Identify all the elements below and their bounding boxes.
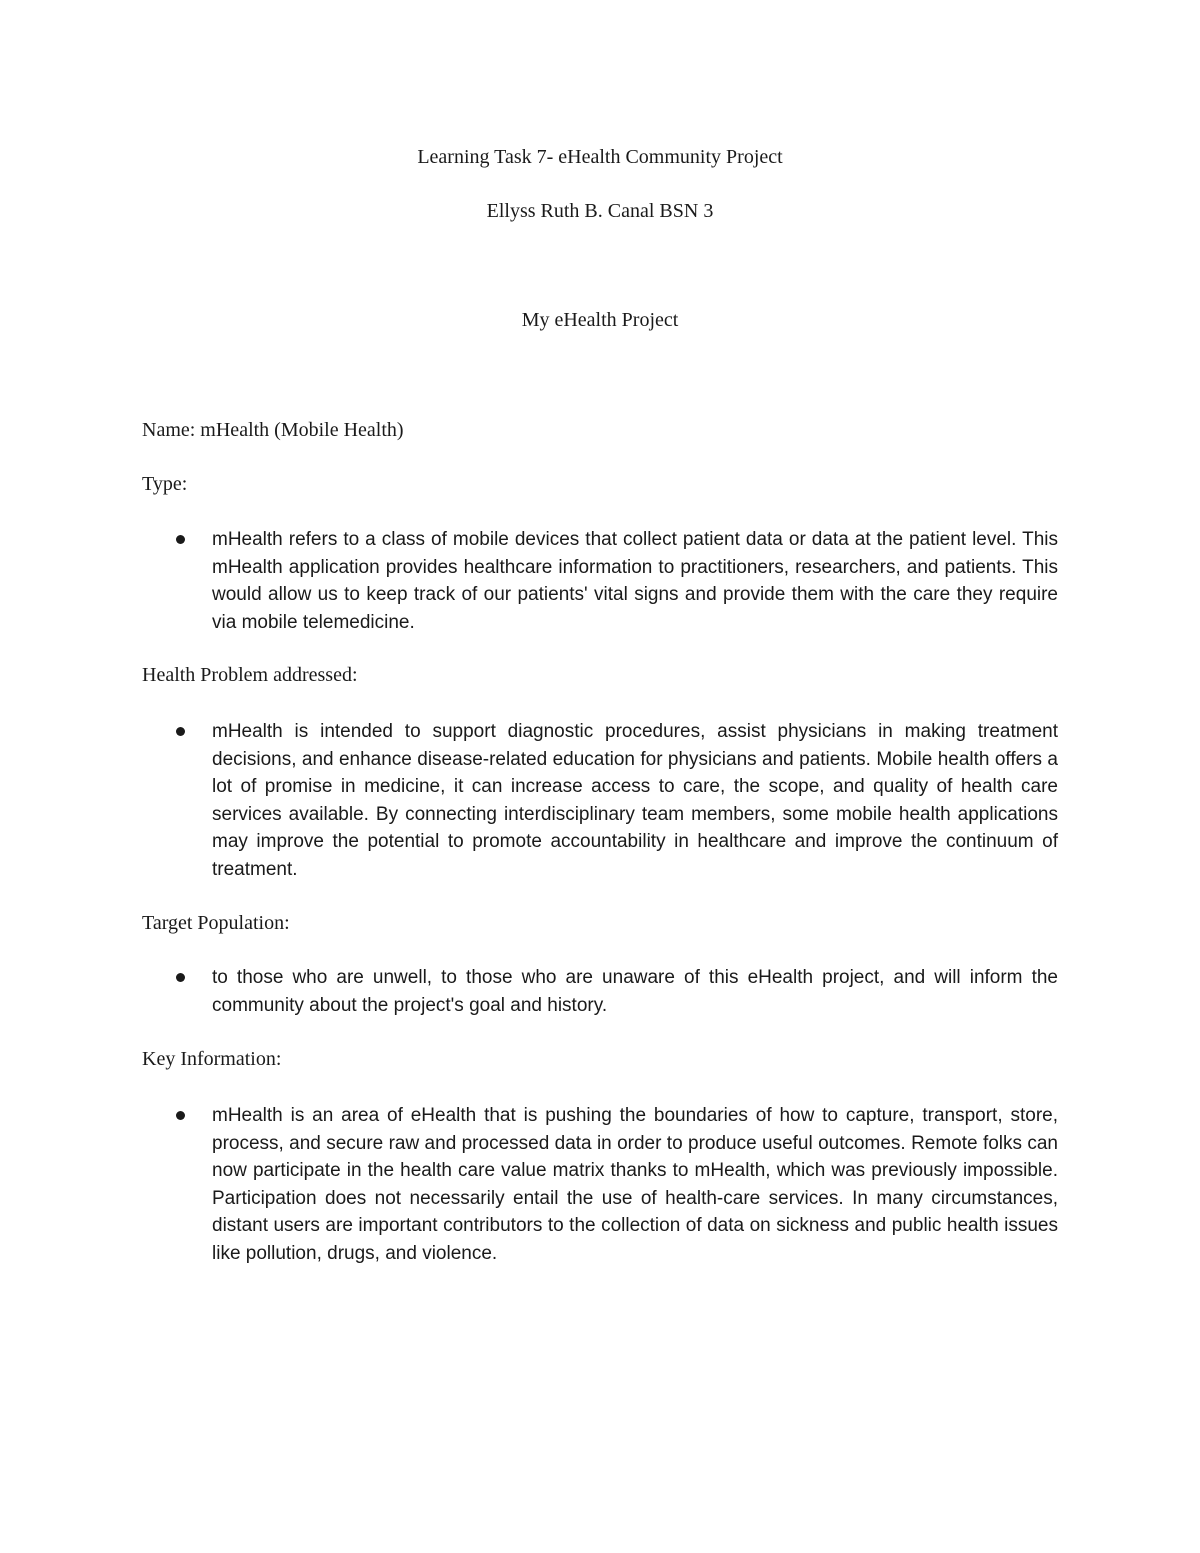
author-line: Ellyss Ruth B. Canal BSN 3 <box>486 200 714 222</box>
bullet-text: mHealth refers to a class of mobile devices that collect patient data or data at the patient level. This mHealth application provides healthcare information to practitioners, researchers, and patients. This would allow us to keep track of our patients' vital signs and provide them with the care they require via mobile telemedicine. <box>212 529 1058 633</box>
bullet-text: mHealth is intended to support diagnostic procedures, assist physicians in making treatment decisions, and enhance disease-related education for physicians and patients. Mobile health offers a lot of promise in medicine, it can increase access to care, the scope, and quality of health care services available. By connecting interdisciplinary team members, some mobile health applications may improve the potential to promote accountability in healthcare and improve the continuum of treatment. <box>212 721 1058 880</box>
bullet-text: mHealth is an area of eHealth that is pushing the boundaries of how to capture, transport, store, process, and secure raw and processed data in order to produce useful outcomes. Remote folks can now participate in the health care value matrix thanks to mHealth, which was previously impossible. Participation does not necessarily entail the use of health-care services. In many circumstances, distant users are important contributors to the collection of data on sickness and public health issues like pollution, drugs, and violence. <box>212 1105 1058 1264</box>
project-subtitle: My eHealth Project <box>521 309 679 331</box>
bullet-icon <box>176 727 185 736</box>
section-heading-target-population: Target Population: <box>142 912 290 934</box>
bullet-icon <box>176 973 185 982</box>
section-heading-type: Type: <box>142 473 188 495</box>
document-title: Learning Task 7- eHealth Community Project <box>417 146 783 168</box>
bullet-icon <box>176 1111 185 1120</box>
section-heading-key-information: Key Information: <box>142 1048 282 1070</box>
bullet-text: to those who are unwell, to those who are unaware of this eHealth project, and will inform the community about the project's goal and history. <box>212 967 1058 1016</box>
bullet-icon <box>176 535 185 544</box>
section-heading-health-problem: Health Problem addressed: <box>142 664 358 686</box>
name-line: Name: mHealth (Mobile Health) <box>142 419 404 441</box>
